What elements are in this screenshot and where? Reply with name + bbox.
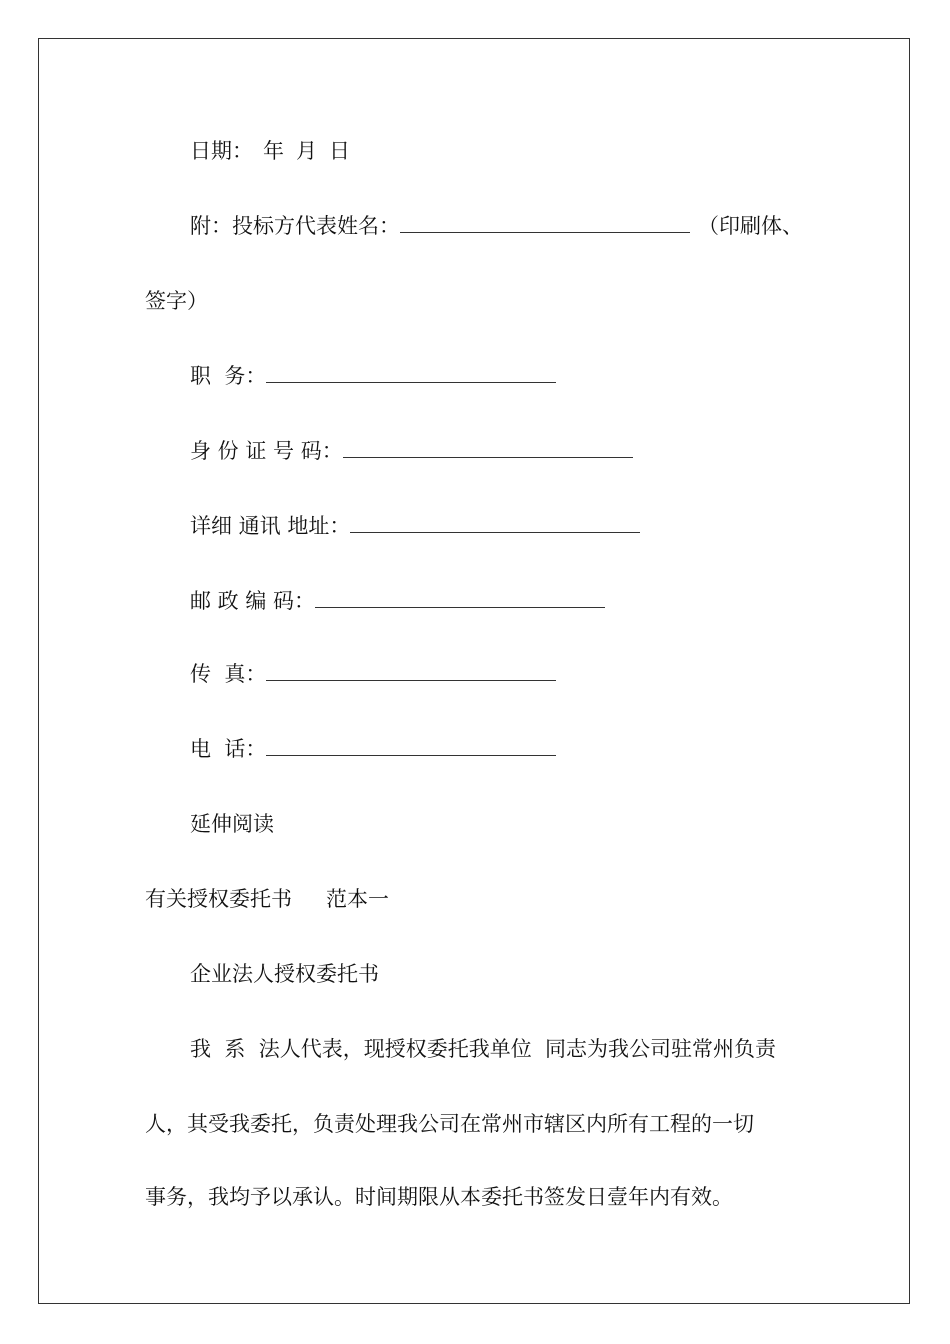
field-address-blank [350,512,640,533]
field-id-number [190,437,633,465]
attachment-continuation: 签字） [145,289,208,313]
representative-name-blank [400,212,690,233]
field-phone [190,735,556,763]
extended-reading-heading: 延伸阅读 [190,812,274,836]
field-postcode-label: 邮 政 编 码： [190,589,316,613]
body-line-2: 人，其受我委托，负责处理我公司在常州市辖区内所有工程的一切 [145,1112,754,1136]
field-id-number-label: 身 份 证 号 码： [190,439,343,463]
field-position [190,362,556,390]
attachment-line [190,212,803,240]
field-fax-blank [266,660,556,681]
representative-name-note: （印刷体、 [698,214,803,238]
field-phone-blank [266,735,556,756]
field-postcode-blank [315,587,605,608]
sample-title-left: 有关授权委托书 [145,887,292,911]
field-postcode [190,587,605,615]
representative-name-label: 附：投标方代表姓名： [190,214,400,238]
date-label: 日期： [190,139,253,163]
field-fax [190,660,556,688]
sample-title-right: 范本一 [326,887,389,911]
field-position-label: 职 务： [190,364,267,388]
field-address-label: 详细 通讯 地址： [190,514,351,538]
date-line [190,137,350,165]
sample-title [145,885,389,913]
date-month: 月 [296,139,317,163]
field-phone-label: 电 话： [190,737,267,761]
field-position-blank [266,362,556,383]
field-address [190,512,640,540]
field-fax-label: 传 真： [190,662,267,686]
body-line-3: 事务，我均予以承认。时间期限从本委托书签发日壹年内有效。 [145,1185,733,1209]
date-year: 年 [263,139,284,163]
field-id-number-blank [343,437,633,458]
doc-title: 企业法人授权委托书 [190,962,379,986]
date-day: 日 [329,139,350,163]
body-line-1: 我 系 法人代表，现授权委托我单位 同志为我公司驻常州负责 [190,1037,777,1061]
